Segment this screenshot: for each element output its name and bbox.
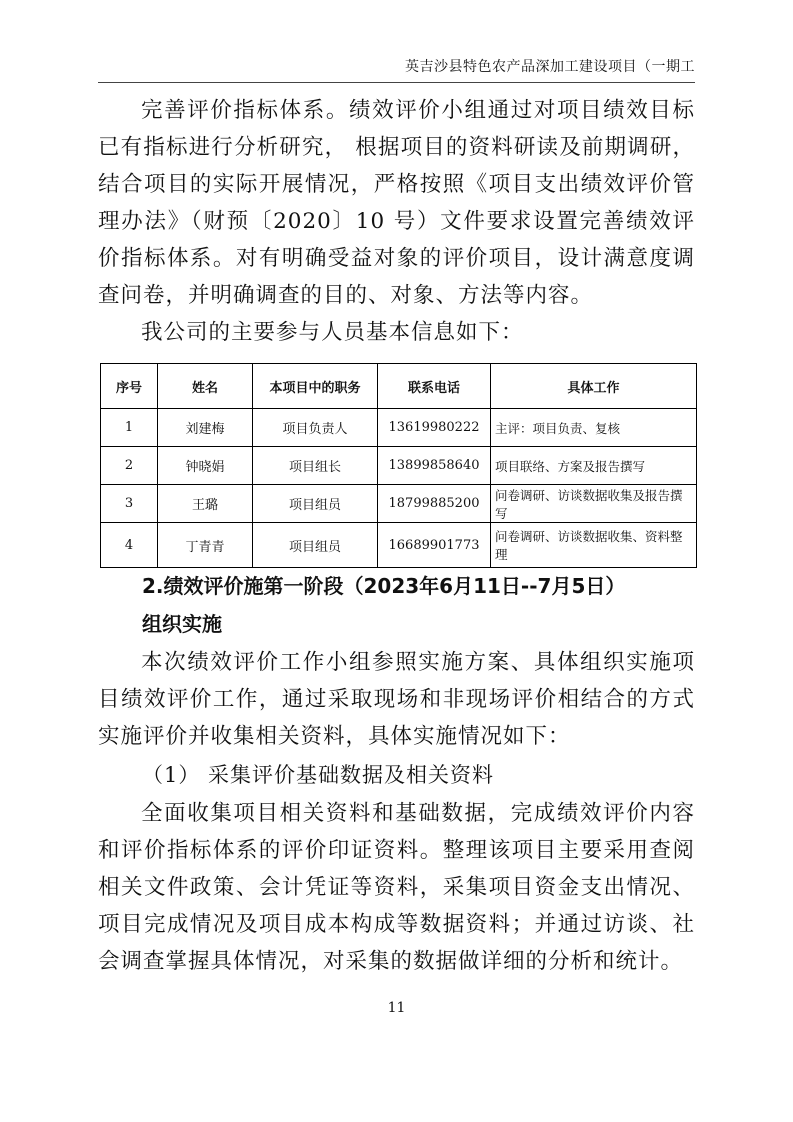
staff-table [100,363,697,568]
section-heading: 2.绩效评价施第一阶段（2023年6月11日--7月5日） [142,574,626,598]
table-cell: 主评：项目负责、复核 [491,409,697,447]
table-cell: 项目组员 [253,485,378,523]
table-cell: 钟晓娟 [158,447,253,485]
paragraph-evaluation-indicators: 完善评价指标体系。绩效评价小组通过对项目绩效目标已有指标进行分析研究， 根据项目的资料研读及前期调研，结合项目的实际开展情况，严格按照《项目支出绩效评价管理办法》（财预〔2020〕10 号）文件要求设置完善绩效评价指标体系。对有明确受益对象的评价项目，设计满意度调查问卷，并明确调查的目的、对象、方法等内容。 [98,98,695,308]
table-row [101,409,697,447]
paragraph-staff-intro: 我公司的主要参与人员基本信息如下： [141,320,524,345]
table-cell: 4 [101,523,158,568]
paragraph-data-collection: 全面收集项目相关资料和基础数据，完成绩效评价内容和评价指标体系的评价印证资料。整理该项目主要采用查阅相关文件政策、会计凭证等资料，采集项目资金支出情况、项目完成情况及项目成本构成等数据资料；并通过访谈、社会调查掌握具体情况，对采集的数据做详细的分析和统计。 [98,801,695,974]
column-header: 具体工作 [491,364,697,409]
table-row [101,523,697,568]
column-header: 姓名 [158,364,253,409]
table-cell: 项目组长 [253,447,378,485]
subsection-heading: 组织实施 [142,612,222,636]
table-cell: 1 [101,409,158,447]
table-header-row [101,364,697,409]
table-row [101,447,697,485]
table-cell: 项目负责人 [253,409,378,447]
page-number: 11 [387,1000,406,1016]
table-cell: 项目组员 [253,523,378,568]
table-cell: 问卷调研、访谈数据收集及报告撰写 [491,485,697,523]
column-header: 本项目中的职务 [253,364,378,409]
table-cell: 丁青青 [158,523,253,568]
page-content [98,92,695,980]
table-row [101,485,697,523]
table-cell: 13619980222 [378,409,491,447]
column-header: 联系电话 [378,364,491,409]
running-header: 英吉沙县特色农产品深加工建设项目（一期工 [405,59,695,75]
paragraph-implementation: 本次绩效评价工作小组参照实施方案、具体组织实施项目绩效评价工作，通过采取现场和非现场评价相结合的方式实施评价并收集相关资料，具体实施情况如下： [98,650,695,749]
table-cell: 2 [101,447,158,485]
table-cell: 3 [101,485,158,523]
table-cell: 13899858640 [378,447,491,485]
table-cell: 刘建梅 [158,409,253,447]
table-cell: 18799885200 [378,485,491,523]
table-cell: 项目联络、方案及报告撰写 [491,447,697,485]
header-rule [98,82,695,83]
list-item-heading: （1） 采集评价基础数据及相关资料 [142,763,495,787]
table-cell: 问卷调研、访谈数据收集、资料整理 [491,523,697,568]
column-header: 序号 [101,364,158,409]
table-cell: 16689901773 [378,523,491,568]
table-cell: 王璐 [158,485,253,523]
